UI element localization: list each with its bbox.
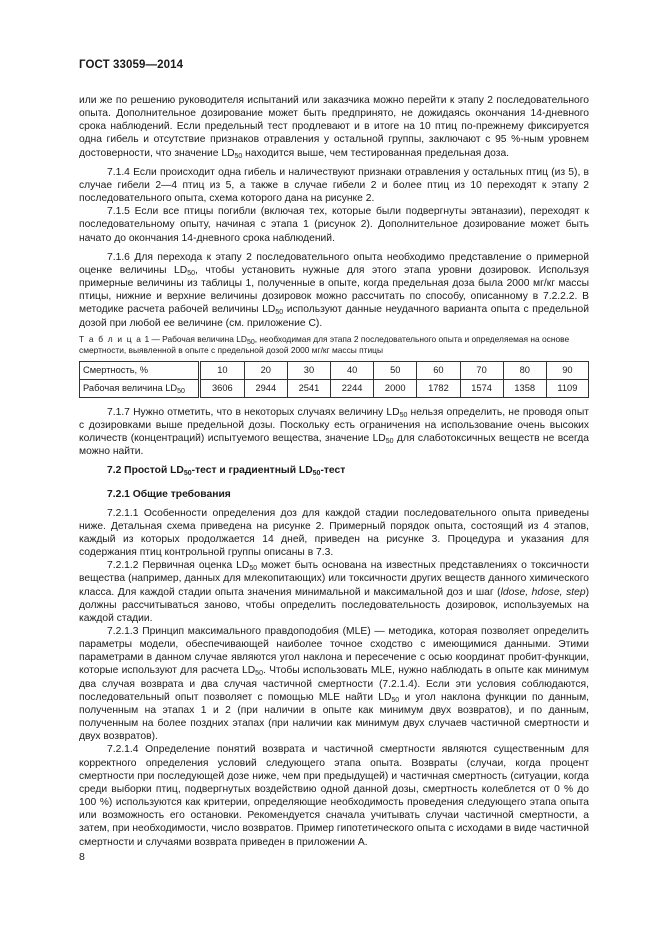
paragraph-7-1-6: 7.1.6 Для перехода к этапу 2 последовательного опыта необходимо представление о примерной оценке величины $LD_{50}$, чтобы установить нужные для этого этапа уровни дозировок. Используя примерные величины из таблицы 1, полученные в опыте, когда предельная доза была 2000 мг/кг массы птицы, нижние и верхние величины дозировок можно рассчитать по способу, описанному в 7.2.2.2. В методике расчета рабочей величины $LD_{50}$ используют данные неудачного варианта опыта с предельной дозой при любой ее величине (см. приложение С). [79, 251, 589, 329]
paragraph-7-1-5: 7.1.5 Если все птицы погибли (включая тех, которые были подвергнуты эвтаназии), переходят к последовательному опыту, начиная с этапа 1 (рисунок 2). Дополнительное дозирование может быть начато до окончания 14-дневного срока наблюдений. [79, 206, 589, 244]
page-number: 8 [79, 851, 85, 863]
paragraph-7-1-4: 7.1.4 Если происходит одна гибель и наличествуют признаки отравления у остальных птиц (из 5), в случае гибели 2—4 птиц из 5, а также в случае гибели 2 и более птиц из 10 переходят к этапу 2 последовательного опыта, схема которого дана на рисунке 2. [79, 166, 589, 205]
table-working-ld50 [79, 361, 589, 398]
paragraph-7-2-1-3: 7.2.1.3 Принцип максимального правдоподобия (MLE) — методика, которая позволяет определить параметры модели, обеспечивающей наиболее точное сходство с имеющимися данными. Этими параметрами в данном случае являются угол наклона и пересечение с осью координат пробит-функции, которые используют для расчета $LD_{50}$. Чтобы использовать MLE, нужно наблюдать в опыте как минимум два случая возврата и два случая частичной смертности (7.2.1.4). Если эти условия соблюдаются, последовательный опыт позволяет с помощью MLE найти $LD_{50}$ и угол наклона функции по данным, полученным на этапах 1 и 2 (при наличии в опыте как минимум двух возвратов), и по данным, полученным на более поздних этапах (при наличии как минимум двух случаев частичной смертности и двух возвратов). [79, 626, 590, 743]
table-cell: 80 [503, 361, 546, 379]
table-cell: 30 [287, 361, 330, 379]
table-cell: 60 [417, 361, 460, 379]
table-cell: 1574 [460, 379, 503, 397]
table-cell: 1358 [503, 379, 546, 397]
paragraph-7-2-1-4: 7.2.1.4 Определение понятий возврата и частичной смертности являются существенным для корректного определения условий следующего этапа опыта. Возвраты (случаи, когда процент смертности при последующей дозе ниже, чем при предыдущей) и частичная смертность (ситуации, когда среди выборки птиц, подвергнутых воздействию одной данной дозы, смертность колеблется от 0 % до 100 %) используются как критерии, определяющие необходимость проведения следующего этапа опыта или возможность его остановки. Рекомендуется сначала учитывать случаи частичной смертности, а затем, при необходимости, число возвратов. Пример гипотетического опыта с исходами в виде частичной смертности и случаями возврата приведен в приложении А. [79, 744, 589, 848]
table-cell: 1782 [417, 379, 460, 397]
document-body [79, 94, 589, 849]
table-row-label: Смертность, % [80, 361, 200, 379]
paragraph-7-2-1-2: 7.2.1.2 Первичная оценка $LD_{50}$ может быть основана на известных представлениях о токсичности вещества (например, данных для млекопитающих) или токсичности других веществ данного химического класса. Для каждой стадии опыта значения минимальной и максимальной доз и шаг (ldose, hdose, step) должны рассчитываться заново, чтобы определить последовательность дозировок, используемых на каждой стадии. [79, 560, 589, 624]
table-cell: 2000 [374, 379, 417, 397]
table-cell: 10 [200, 361, 245, 379]
table-cell: 20 [244, 361, 287, 379]
table-row-mortality [80, 361, 589, 379]
table-cell: 2541 [287, 379, 330, 397]
table-cell: 90 [546, 361, 588, 379]
table-cell: 1109 [546, 379, 588, 397]
paragraph-intro: или же по решению руководителя испытаний или заказчика можно перейти к этапу 2 последовательного опыта. Дополнительное дозирование может быть предпринято, не дожидаясь окончания 14-дневного срока наблюдений. Если предельный тест продлевают и в итоге на 10 птиц по-прежнему фиксируется одна гибель и отсутствие признаков отравления у остальной группы, заключают с 95 %-ным уровнем достоверности, что значение $LD_{50}$ находится выше, чем тестированная предельная доза. [79, 95, 589, 160]
table-row-label: Рабочая величина $LD_{50}$ [80, 379, 200, 397]
table-cell: 40 [331, 361, 374, 379]
document-header: ГОСТ 33059—2014 [79, 59, 184, 71]
paragraph-7-1-7: 7.1.7 Нужно отметить, что в некоторых случаях величину $LD_{50}$ нельзя определить, не проводя опыт с дозировками выше предельной дозы. Поскольку есть ограничения на использование очень высоких количеств (концентраций) испытуемого вещества, значение $LD_{50}$ для слаботоксичных веществ не всегда можно найти. [79, 406, 589, 458]
paragraph-7-2-1-1: 7.2.1.1 Особенности определения доз для каждой стадии последовательного опыта приведены ниже. Детальная схема приведена на рисунке 2. Примерный порядок опыта, состоящий из 4 этапов, каждый из которых продолжается 14 дней, приведен на рисунке 3. Процедура и указания для содержания птиц контрольной группы описаны в 7.3. [79, 507, 589, 559]
table-cell: 50 [374, 361, 417, 379]
table-cell: 2244 [331, 379, 374, 397]
table-cell: 3606 [200, 379, 245, 397]
table-row-working-value [80, 379, 589, 397]
section-heading-7-2-1: 7.2.1 Общие требования [107, 489, 231, 501]
section-heading-7-2: 7.2 Простой $LD_{50}$-тест и градиентный $LD_{50}$-тест [107, 465, 346, 478]
table-cell: 2944 [244, 379, 287, 397]
table-caption: Т а б л и ц а 1 — Рабочая величина $LD_{50}$, необходимая для этапа 2 последовательного опыта и определяемая на основе смертности, выявленной в опыте с предельной дозой 2000 мг/кг массы птицы [79, 333, 570, 355]
table-cell: 70 [460, 361, 503, 379]
